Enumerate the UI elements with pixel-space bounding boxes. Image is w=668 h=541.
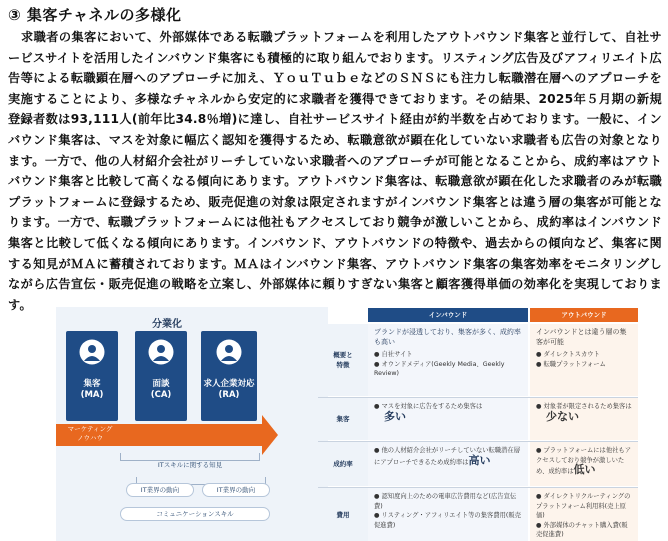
cell-item: ● リスティング・アフィリエイト等の集客費用(販売促進費) (374, 512, 521, 529)
cell-inbound-acquisition (368, 398, 528, 440)
cell-inbound-conversion (368, 442, 528, 486)
row-label-line: 概要と (333, 351, 353, 359)
row-label-line: 費用 (336, 510, 350, 519)
row-label (318, 442, 368, 486)
cell-text: ● 他の人材紹介会社がリーチしていない転職潜在層にアプローチできるため成約率は (374, 447, 521, 466)
cell-item: ● オウンドメディア(Geekly Media、Geekly Review) (374, 360, 505, 377)
it-skill-label: ITスキルに関する知見 (157, 461, 223, 469)
row-label-line: 特徴 (336, 361, 350, 369)
cell-lead: ブランドが浸透しており、集客が多く、成約率も高い (374, 328, 521, 346)
trend-pill: IT業界の動向 (126, 483, 194, 497)
arrow-label-line: マーケティング (67, 425, 113, 433)
division-panel (56, 307, 328, 541)
role-name: 集客 (83, 379, 101, 389)
cell-item: ● ダイレクトリクルーティングのプラットフォーム利用料(売上原価) (536, 493, 631, 519)
cell-outbound-conversion (530, 442, 638, 486)
cell-item: ● 転職プラットフォーム (536, 360, 606, 368)
cell-outbound-acquisition (530, 398, 638, 440)
arrow-head-icon (262, 415, 278, 455)
role-abbr: (CA) (150, 390, 172, 400)
cell-item: ● 認知度向上のための電車広告費用など(広告宣伝費) (374, 493, 517, 510)
row-label-line: 成約率 (333, 460, 353, 468)
cell-lead: インバウンドとは違う層の集客が可能 (536, 328, 627, 346)
person-icon (148, 339, 174, 365)
cell-outbound-cost (530, 488, 638, 541)
col-header-outbound: アウトバウンド (530, 308, 638, 322)
body-paragraph: 求職者の集客において、外部媒体である転職プラットフォームを利用したアウトバウンド集客と並行して、自社サービスサイトを活用したインバウンド集客にも積極的に取り組んでおります。リスティング広告及びアフィリエイト広告等による転職顕在層へのアプローチに加え、ＹｏｕＴｕｂｅなどのＳＮＳにも注力し転職潜在層へのアプローチを実施することにより、多様なチャネルから安定的に求職者を獲得できております。その結果、2025年５月期の新規登録者数は93,111人(前年比34.8％増)に達し、自社サービスサイト経由が約半数を占めております。一般に、インバウンド集客は、マスを対象に幅広く認知を獲得するため、転職意欲が顕在化していない求職者も広告の対象となります。一方で、他の人材紹介会社がリーチしていない求職者へのアプローチが可能となることから、成約率はアウトバウンド集客と比較して高くなる傾向にあります。アウトバウンド集客は、転職意欲が顕在化した求職者のみが転職プラットフォームに登録するため、販売促進の対象は限定されますがインバウンド集客とは違う層の集客が可能となります。一方で、転職プラットフォームには他社もアクセスしており競争が激しいことから、成約率はインバウンド集客と比較して低くなる傾向にあります。インバウンド、アウトバウンドの特徴や、過去からの傾向など、集客に関する知見がＭＡに蓄積されております。ＭＡはインバウンド集客、アウトバウンド集客の集客効率をモニタリングしながら広告宣伝・販売促進の戦略を立案し、外部媒体に頼りすぎない集客と顧客獲得単価の効率化を実現しております。 (8, 30, 662, 312)
trend-pill: IT業界の動向 (202, 483, 270, 497)
role-card-ra (201, 331, 257, 421)
role-abbr: (RA) (218, 390, 240, 400)
row-label (318, 398, 368, 440)
role-card-ca (135, 331, 187, 421)
section-heading: ③ 集客チャネルの多様化 (8, 6, 182, 24)
comparison-table (318, 307, 638, 541)
cell-emphasis: 低い (573, 463, 596, 476)
cell-emphasis: 少ない (546, 409, 579, 423)
person-icon (216, 339, 242, 365)
cell-item: ● 自社サイト (374, 351, 413, 358)
cell-text: ● プラットフォームには他社もアクセスしており競争が激しいため、成約率は (536, 447, 632, 475)
col-header-inbound: インバウンド (368, 308, 528, 322)
role-abbr: (MA) (80, 390, 104, 400)
cell-text: ● 対象者が限定されるため集客は (536, 403, 632, 410)
role-name: 面談 (152, 379, 170, 389)
row-label (318, 324, 368, 396)
comm-skill-pill: コミュニケーションスキル (120, 507, 270, 521)
cell-emphasis: 多い (384, 409, 406, 423)
cell-item: ● 外部媒体のチャット購入費(販売促進費) (536, 521, 628, 538)
person-icon (79, 339, 105, 365)
row-label-line: 集客 (336, 415, 350, 423)
cell-outbound-overview (530, 324, 638, 396)
cell-inbound-cost (368, 488, 528, 541)
cell-text: ● マスを対象に広告をするため集客は (374, 403, 483, 410)
role-card-ma (66, 331, 118, 421)
cell-inbound-overview (368, 324, 528, 396)
role-name: 求人企業対応 (203, 379, 255, 389)
cell-emphasis: 高い (468, 453, 491, 467)
channel-figure (56, 307, 638, 541)
row-label (318, 488, 368, 541)
cell-item: ● ダイレクトスカウト (536, 351, 600, 358)
marketing-label (60, 425, 120, 443)
arrow-label-line: ノウハウ (77, 434, 103, 442)
division-title: 分業化 (152, 319, 182, 330)
